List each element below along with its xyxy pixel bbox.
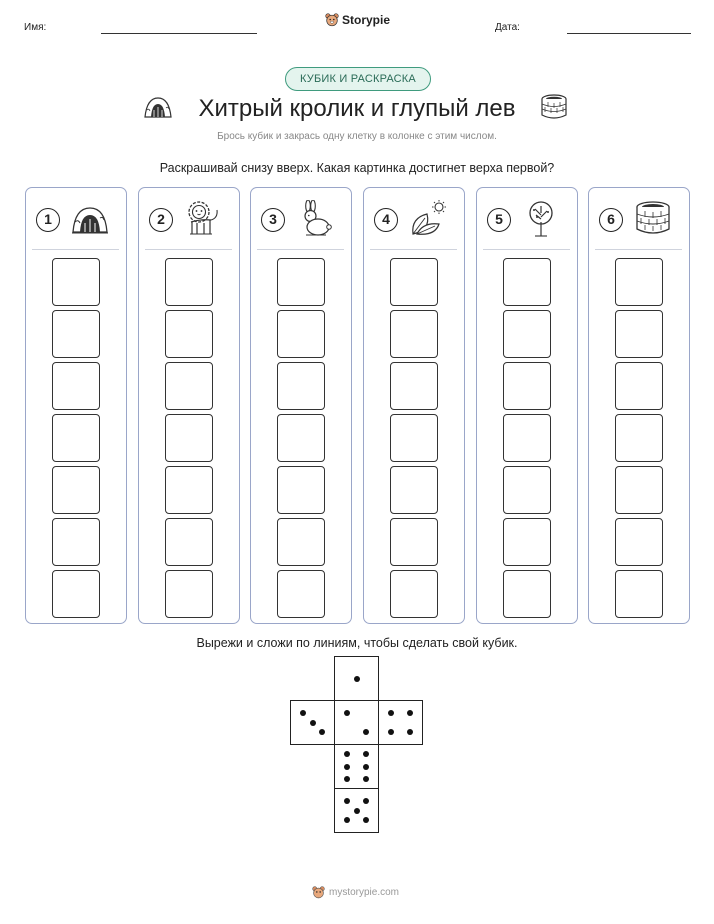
die-pip: [363, 764, 369, 770]
color-cell[interactable]: [277, 310, 325, 358]
sun-leaf-icon: [409, 200, 449, 238]
column-number: 6: [599, 208, 623, 232]
color-cell[interactable]: [52, 414, 100, 462]
color-cell[interactable]: [277, 466, 325, 514]
die-pip: [407, 729, 413, 735]
die-pip: [407, 710, 413, 716]
die-face-left: [290, 700, 335, 745]
name-line: [101, 33, 257, 34]
page-title: Хитрый кролик и глупый лев: [198, 95, 516, 122]
brand-logo: [325, 13, 390, 27]
color-cell[interactable]: [615, 362, 663, 410]
date-line: [567, 33, 691, 34]
bear-icon: [325, 13, 339, 27]
color-cell[interactable]: [503, 310, 551, 358]
color-cell[interactable]: [503, 466, 551, 514]
date-label: Дата:: [495, 22, 520, 33]
die-pip: [319, 729, 325, 735]
color-cell[interactable]: [52, 466, 100, 514]
color-cell[interactable]: [277, 414, 325, 462]
die-pip: [344, 764, 350, 770]
die-face-right: [378, 700, 423, 745]
die-pip: [344, 798, 350, 804]
die-face-lower: [334, 744, 379, 789]
die-face-bottom: [334, 788, 379, 833]
column-divider: [32, 249, 119, 250]
color-cell[interactable]: [277, 518, 325, 566]
color-cell[interactable]: [52, 362, 100, 410]
name-label: Имя:: [24, 22, 47, 33]
color-cell[interactable]: [165, 466, 213, 514]
column-3: [250, 187, 352, 624]
die-face-top: [334, 656, 379, 701]
die-pip: [363, 729, 369, 735]
color-cell[interactable]: [390, 258, 438, 306]
color-cell[interactable]: [615, 414, 663, 462]
die-pip: [354, 808, 360, 814]
color-cell[interactable]: [390, 414, 438, 462]
color-cell[interactable]: [390, 466, 438, 514]
color-cell[interactable]: [277, 570, 325, 618]
color-cell[interactable]: [165, 362, 213, 410]
die-pip: [363, 776, 369, 782]
die-pip: [344, 710, 350, 716]
color-cell[interactable]: [503, 570, 551, 618]
brand-name: Storypie: [342, 13, 391, 27]
die-pip: [344, 776, 350, 782]
footer: [312, 886, 399, 899]
subtitle: Брось кубик и закрась одну клетку в колонке с этим числом.: [217, 131, 497, 142]
color-cell[interactable]: [52, 518, 100, 566]
die-pip: [310, 720, 316, 726]
die-pip: [363, 798, 369, 804]
color-cell[interactable]: [503, 258, 551, 306]
column-2: [138, 187, 240, 624]
color-cell[interactable]: [277, 258, 325, 306]
column-number: 1: [36, 208, 60, 232]
die-pip: [300, 710, 306, 716]
color-cell[interactable]: [165, 310, 213, 358]
column-4: [363, 187, 465, 624]
column-5: [476, 187, 578, 624]
die-face-center: [334, 700, 379, 745]
cut-instruction: Вырежи и сложи по линиям, чтобы сделать свой кубик.: [196, 636, 518, 650]
column-number: 2: [149, 208, 173, 232]
column-number: 5: [487, 208, 511, 232]
die-pip: [363, 751, 369, 757]
cave-icon: [71, 200, 109, 236]
color-cell[interactable]: [52, 570, 100, 618]
color-cell[interactable]: [615, 258, 663, 306]
column-number: 3: [261, 208, 285, 232]
die-pip: [344, 751, 350, 757]
lion-icon: [184, 200, 222, 238]
color-cell[interactable]: [165, 414, 213, 462]
die-pip: [354, 676, 360, 682]
column-divider: [370, 249, 457, 250]
color-cell[interactable]: [390, 362, 438, 410]
color-cell[interactable]: [390, 518, 438, 566]
activity-badge: КУБИК И РАСКРАСКА: [285, 67, 431, 91]
footer-url: mystorypie.com: [329, 887, 400, 898]
instruction-text: Раскрашивай снизу вверх. Какая картинка достигнет верха первой?: [159, 161, 555, 175]
color-cell[interactable]: [52, 258, 100, 306]
color-cell[interactable]: [615, 570, 663, 618]
die-pip: [388, 710, 394, 716]
color-cell[interactable]: [277, 362, 325, 410]
color-cell[interactable]: [165, 258, 213, 306]
well-icon: [539, 94, 569, 120]
color-cell[interactable]: [615, 466, 663, 514]
die-pip: [388, 729, 394, 735]
color-cell[interactable]: [165, 518, 213, 566]
column-6: [588, 187, 690, 624]
bear-icon: [312, 886, 325, 899]
tree-icon: [522, 200, 560, 238]
color-cell[interactable]: [615, 310, 663, 358]
color-cell[interactable]: [615, 518, 663, 566]
color-cell[interactable]: [165, 570, 213, 618]
color-cell[interactable]: [503, 414, 551, 462]
column-divider: [145, 249, 232, 250]
column-divider: [483, 249, 570, 250]
column-1: [25, 187, 127, 624]
color-cell[interactable]: [503, 518, 551, 566]
column-divider: [257, 249, 344, 250]
color-cell[interactable]: [390, 570, 438, 618]
color-cell[interactable]: [503, 362, 551, 410]
die-pip: [344, 817, 350, 823]
column-number: 4: [374, 208, 398, 232]
color-cell[interactable]: [52, 310, 100, 358]
well-icon: [634, 200, 672, 236]
column-divider: [595, 249, 682, 250]
die-pip: [363, 817, 369, 823]
rabbit-icon: [296, 200, 334, 238]
color-cell[interactable]: [390, 310, 438, 358]
